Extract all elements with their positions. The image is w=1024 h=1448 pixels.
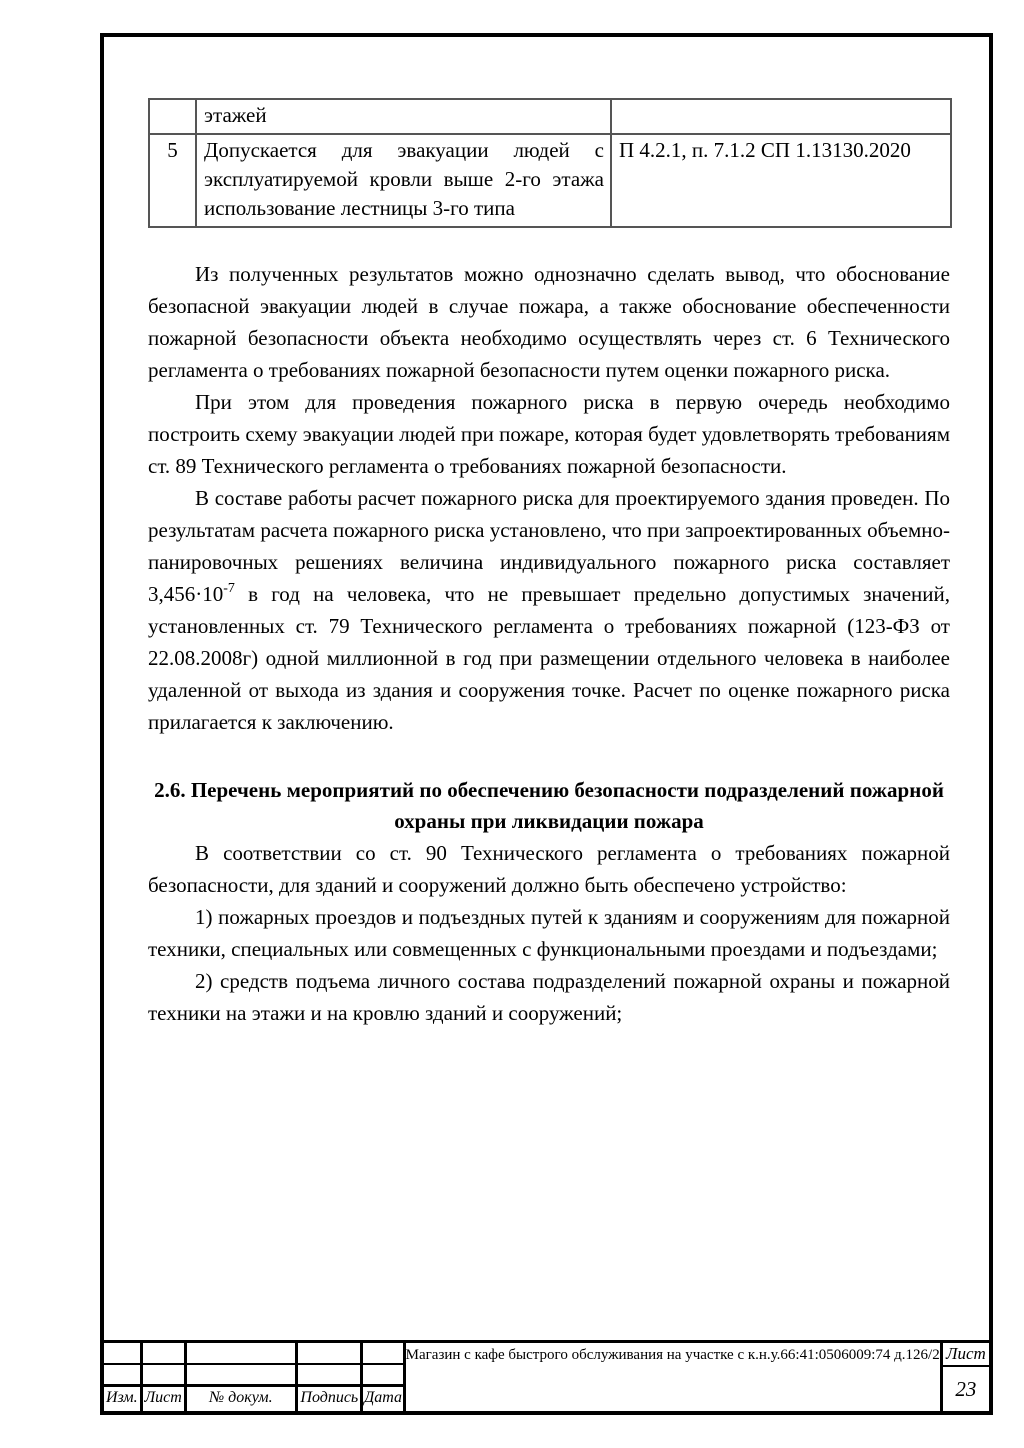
stamp-column-doc [187,1343,299,1411]
risk-value-exponent: -7 [223,581,235,596]
stamp-column-sign [298,1343,363,1411]
stamp-label-list: Лист [144,1389,182,1406]
paragraph-conclusion: Из полученных результатов можно однозначно сделать вывод, что обоснование безопасной эвакуации людей в случае пожара, а также обоснование обеспеченности пожарной безопасности объекта необходимо осуществлять через ст. 6 Технического регламента о требованиях пожарной безопасности путем оценки пожарного риска. [148,262,950,382]
stamp-empty-cell [143,1365,184,1387]
list-item-2: 2) средств подъема личного состава подразделений пожарной охраны и пожарной техники на этажи и на кровлю зданий и сооружений; [148,969,950,1025]
table-row [149,134,951,227]
stamp-label-date: Дата [364,1389,403,1406]
paragraph-article-90: В соответствии со ст. 90 Технического регламента о требованиях пожарной безопасности, для зданий и сооружений должно быть обеспечено устройство: [148,841,950,897]
list-item-1: 1) пожарных проездов и подъездных путей к зданиям и сооружениям для пожарной техники, специальных или совмещенных с функциональными проездами и подъездами; [148,905,950,961]
stamp-empty-cell [363,1343,402,1365]
paragraph-evacuation-scheme: При этом для проведения пожарного риска в первую очередь необходимо построить схему эвакуации людей при пожаре, которая будет удовлетворять требованиям ст. 89 Технического регламента о требованиях пожарной безопасности. [148,390,950,478]
stamp-label-izm: Изм. [106,1389,138,1406]
stamp-column-izm [104,1343,143,1411]
stamp-empty-cell [104,1365,140,1387]
risk-text-before: В составе работы расчет пожарного риска для проектируемого здания проведен. По результатам расчета пожарного риска установлено, что при запроектированных объемно-панировочных решениях величина индивидуального пожарного риска составляет 3,456·10 [148,486,950,606]
sheet-label: Лист [943,1343,989,1367]
stamp-column-list [143,1343,187,1411]
reference-cell [611,99,951,134]
stamp-column-date [363,1343,405,1411]
table-row [149,99,951,134]
requirements-table [148,98,952,228]
stamp-empty-cell [187,1365,296,1387]
stamp-empty-cell [104,1343,140,1365]
project-name-cell [406,1343,943,1411]
stamp-empty-cell [143,1343,184,1365]
project-name: Магазин с кафе быстрого обслуживания на участке с к.н.у.66:41:0506009:74 д.126/2 [405,1347,940,1363]
sheet-number: 23 [955,1376,977,1401]
requirement-cell: этажей [196,99,611,134]
reference-cell: П 4.2.1, п. 7.1.2 СП 1.13130.2020 [611,134,951,227]
risk-text-after: в год на человека, что не превышает предельно допустимых значений, установленных ст. 79 Технического регламента о требованиях пожарной (123-ФЗ от 22.08.2008г) одной миллионной в год при размещении отдельного человека в наиболее удаленной от выхода из здания и сооружения точке. Расчет по оценке пожарного риска прилагается к заключению. [148,582,950,734]
section-heading: 2.6. Перечень мероприятий по обеспечению безопасности подразделений пожарной охраны при ликвидации пожара [154,778,944,833]
body-text [148,258,950,1029]
stamp-label-sign: Подпись [300,1389,359,1406]
paragraph-risk-calculation [148,482,950,738]
sheet-cell [943,1343,989,1411]
title-block [104,1340,989,1411]
stamp-empty-cell [298,1365,360,1387]
stamp-empty-cell [363,1365,402,1387]
stamp-empty-cell [187,1343,296,1365]
row-number-cell: 5 [149,134,196,227]
requirement-cell: Допускается для эвакуации людей с эксплуатируемой кровли выше 2-го этажа использование лестницы 3-го типа [196,134,611,227]
stamp-label-doc: № докум. [209,1389,273,1406]
stamp-empty-cell [298,1343,360,1365]
row-number-cell [149,99,196,134]
